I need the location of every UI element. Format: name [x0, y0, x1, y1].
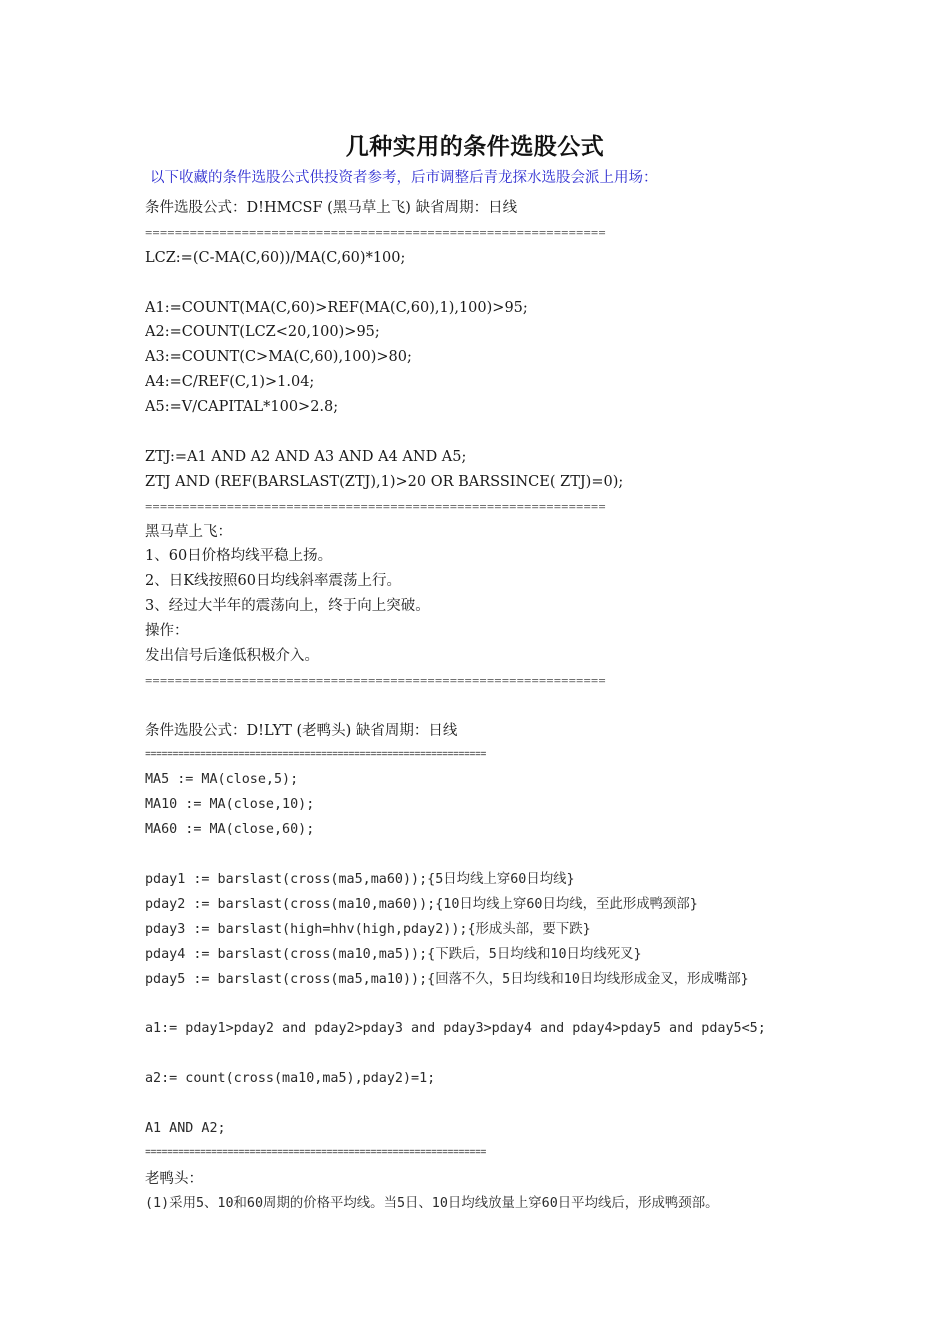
blank-line — [145, 420, 925, 445]
text-line: 老鸭头： — [145, 1170, 203, 1187]
text-line: ZTJ AND (REF(BARSLAST(ZTJ),1)>20 OR BARSSINCE( ZTJ)=0); — [145, 473, 624, 490]
code-line: MA10 := MA(close,10); — [145, 797, 315, 813]
text-line: 2、日K线按照60日均线斜率震荡上行。 — [145, 573, 402, 590]
blank-line — [145, 271, 925, 296]
code-line: MA5 := MA(close,5); — [145, 772, 299, 788]
divider-line: ============================================================== — [145, 498, 606, 514]
text-line: A3:=COUNT(C>MA(C,60),100)>80; — [145, 349, 412, 366]
divider-line: ============================================================== — [145, 672, 606, 688]
code-line: MA60 := MA(close,60); — [145, 822, 315, 838]
divider-line: ============================================================== — [145, 1147, 487, 1159]
text-line: A5:=V/CAPITAL*100>2.8; — [145, 399, 339, 416]
code-line: a2:= count(cross(ma10,ma5),pday2)=1; — [145, 1071, 436, 1087]
code-line: pday2 := barslast(cross(ma10,ma60));{10日均线上穿60日均线，至此形成鸭颈部} — [145, 896, 698, 912]
code-line: a1:= pday1>pday2 and pday2>pday3 and pday3>pday4 and pday4>pday5 and pday5<5; — [145, 1021, 766, 1037]
blank-line — [145, 993, 925, 1018]
divider-line: ============================================================== — [145, 224, 606, 240]
page-title: 几种实用的条件选股公式 — [345, 133, 605, 160]
text-line: A4:=C/REF(C,1)>1.04; — [145, 374, 315, 391]
code-line: (1)采用5、10和60周期的价格平均线。当5日、10日均线放量上穿60日平均线后，形成鸭颈部。 — [145, 1195, 719, 1211]
text-line: A2:=COUNT(LCZ<20,100)>95; — [145, 324, 380, 341]
text-line: 条件选股公式：D!LYT (老鸭头) 缺省周期：日线 — [145, 722, 458, 739]
intro-text: 以下收藏的条件选股公式供投资者参考，后市调整后青龙探水选股会派上用场： — [150, 170, 658, 186]
text-line: 1、60日价格均线平稳上扬。 — [145, 548, 333, 565]
code-line: pday4 := barslast(cross(ma10,ma5));{下跌后，5日均线和10日均线死叉} — [145, 946, 642, 962]
text-line: 条件选股公式：D!HMCSF (黑马草上飞) 缺省周期：日线 — [145, 200, 518, 216]
blank-line — [145, 843, 925, 868]
blank-line — [145, 1092, 925, 1117]
code-line: pday3 := barslast(high=hhv(high,pday2));{形成头部，要下跌} — [145, 921, 591, 937]
formula-body — [145, 196, 925, 1217]
code-line: pday5 := barslast(cross(ma5,ma10));{回落不久，5日均线和10日均线形成金叉，形成嘴部} — [145, 971, 749, 987]
text-line: ZTJ:=A1 AND A2 AND A3 AND A4 AND A5; — [145, 448, 467, 465]
divider-line: ============================================================== — [145, 749, 487, 761]
code-line: A1 AND A2; — [145, 1120, 226, 1136]
text-line: 发出信号后逢低积极介入。 — [145, 648, 319, 665]
text-line: 黑马草上飞： — [145, 523, 232, 540]
text-line: A1:=COUNT(MA(C,60)>REF(MA(C,60),1),100)>95; — [145, 299, 528, 316]
text-line: LCZ:=(C-MA(C,60))/MA(C,60)*100; — [145, 249, 406, 266]
code-line: pday1 := barslast(cross(ma5,ma60));{5日均线上穿60日均线} — [145, 872, 575, 888]
blank-line — [145, 1042, 925, 1067]
text-line: 操作： — [145, 623, 189, 640]
blank-line — [145, 694, 925, 719]
text-line: 3、经过大半年的震荡向上，终于向上突破。 — [145, 598, 430, 615]
